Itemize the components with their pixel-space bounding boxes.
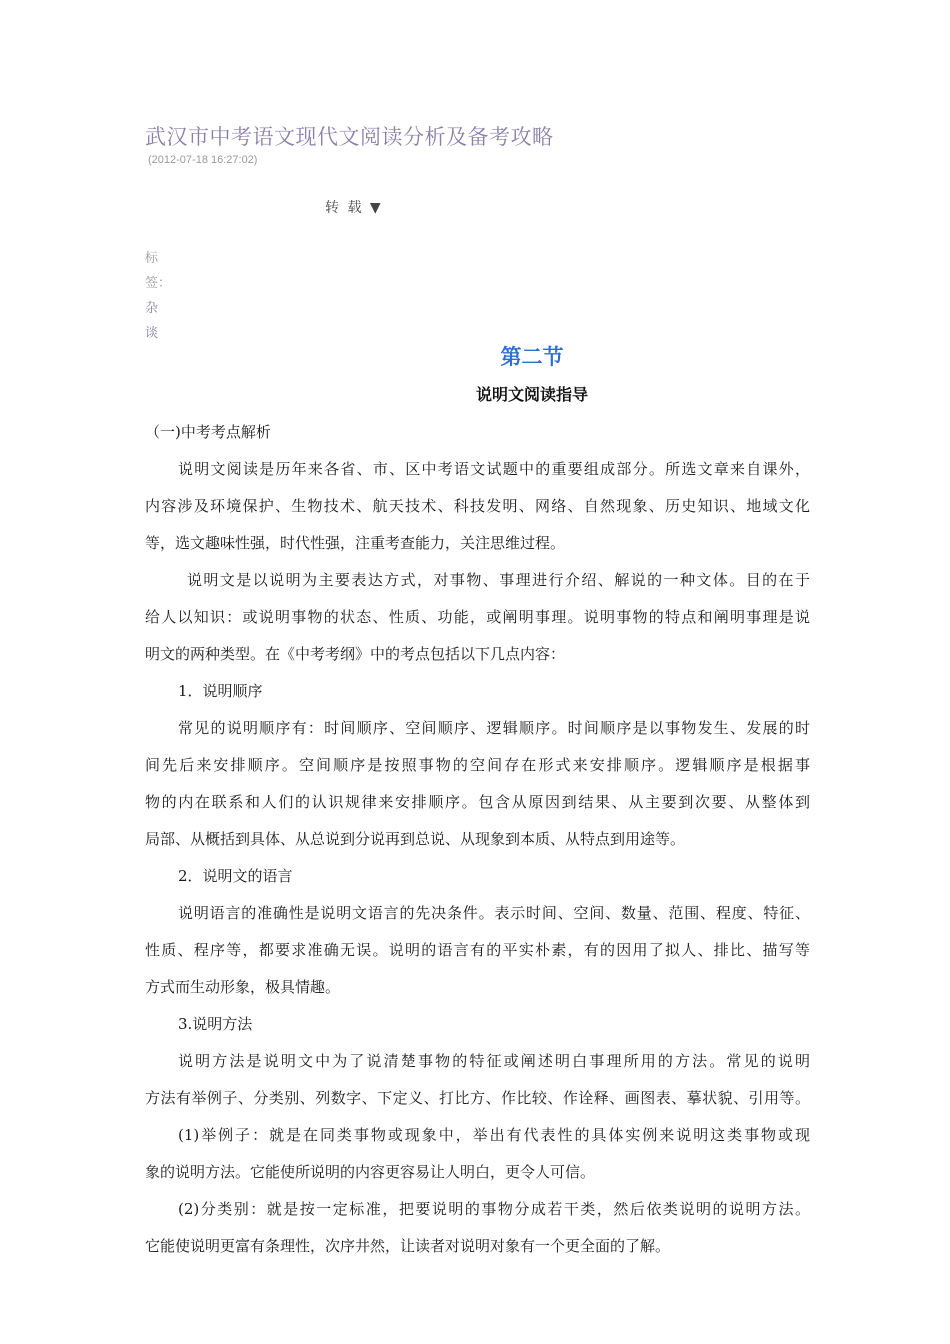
body-line: 说明文阅读是历年来各省、市、区中考语文试题中的重要组成部分。所选文章来自课外， bbox=[178, 460, 810, 478]
body-line: 方式而生动形象，极具情趣。 bbox=[145, 978, 341, 996]
body-line: 象的说明方法。它能使所说明的内容更容易让人明白，更令人可信。 bbox=[145, 1163, 596, 1181]
body-line: (1)举例子：就是在同类事物或现象中，举出有代表性的具体实例来说明这类事物或现 bbox=[178, 1126, 810, 1144]
post-timestamp: (2012-07-18 16:27:02) bbox=[148, 154, 258, 166]
body-line: 内容涉及环境保护、生物技术、航天技术、科技发明、网络、自然现象、历史知识、地域文化 bbox=[145, 497, 810, 515]
article-body bbox=[145, 414, 810, 1265]
body-line: 物的内在联系和人们的认识规律来安排顺序。包含从原因到结果、从主要到次要、从整体到 bbox=[145, 793, 810, 811]
body-line: 间先后来安排顺序。空间顺序是按照事物的空间存在形式来安排顺序。逻辑顺序是根据事 bbox=[145, 756, 810, 774]
body-line: 性质、程序等，都要求准确无误。说明的语言有的平实朴素，有的因用了拟人、排比、描写等 bbox=[145, 941, 810, 959]
body-line: 说明方法是说明文中为了说清楚事物的特征或阐述明白事理所用的方法。常见的说明 bbox=[178, 1052, 810, 1070]
section-title: 第二节 bbox=[500, 345, 564, 369]
body-line: 2．说明文的语言 bbox=[178, 867, 293, 885]
body-line: 说明语言的准确性是说明文语言的先决条件。表示时间、空间、数量、范围、程度、特征、 bbox=[178, 904, 810, 922]
body-line: (2)分类别：就是按一定标准，把要说明的事物分成若干类，然后依类说明的说明方法。 bbox=[178, 1200, 810, 1218]
body-line: 等，选文趣味性强，时代性强，注重考查能力，关注思维过程。 bbox=[145, 534, 566, 552]
article-title: 武汉市中考语文现代文阅读分析及备考攻略 bbox=[145, 125, 554, 149]
tags-label: 标签： bbox=[145, 251, 172, 291]
body-line: 给人以知识：或说明事物的状态、性质、功能，或阐明事理。说明事物的特点和阐明事理是说 bbox=[145, 608, 810, 626]
body-line: 说明文是以说明为主要表达方式，对事物、事理进行介绍、解说的一种文体。目的在于 bbox=[187, 571, 810, 589]
body-line: 局部、从概括到具体、从总说到分说再到总说、从现象到本质、从特点到用途等。 bbox=[145, 830, 686, 848]
body-line: 明文的两种类型。在《中考考纲》中的考点包括以下几点内容： bbox=[145, 645, 566, 663]
body-line: （一)中考考点解析 bbox=[145, 423, 271, 441]
body-line: 它能使说明更富有条理性，次序井然，让读者对说明对象有一个更全面的了解。 bbox=[145, 1237, 671, 1255]
body-line: 1．说明顺序 bbox=[178, 682, 263, 700]
tag-link[interactable]: 杂谈 bbox=[145, 301, 159, 341]
body-line: 3.说明方法 bbox=[178, 1015, 253, 1033]
body-line: 常见的说明顺序有：时间顺序、空间顺序、逻辑顺序。时间顺序是以事物发生、发展的时 bbox=[178, 719, 810, 737]
repost-dropdown[interactable]: 转 载 ▼ bbox=[325, 200, 383, 216]
body-line: 方法有举例子、分类别、列数字、下定义、打比方、作比较、作诠释、画图表、摹状貌、引用等。 bbox=[145, 1089, 810, 1107]
section-subtitle: 说明文阅读指导 bbox=[475, 385, 588, 404]
